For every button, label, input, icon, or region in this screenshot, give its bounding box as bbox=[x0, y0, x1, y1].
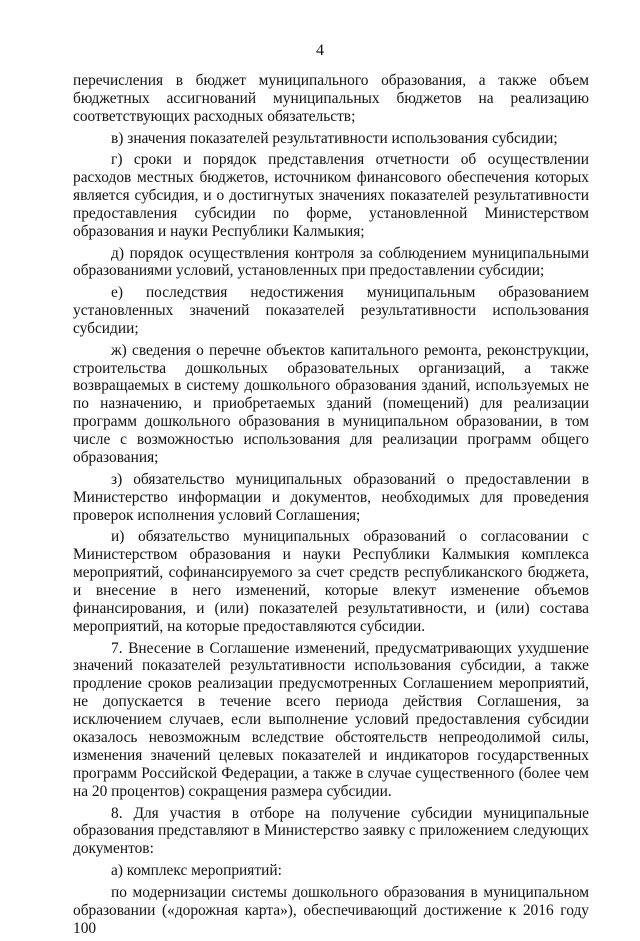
document-body bbox=[73, 72, 589, 941]
paragraph-section-7: 7. Внесение в Соглашение изменений, предусматривающих ухудшение значений показателей результативности использования субсидии, а также продление сроков реализации предусмотренных Соглашением мероприятий, не допускается в течение всего периода действия Соглашения, за исключением случаев, если выполнение условий предоставления субсидии оказалось невозможным вследствие обстоятельств непреодолимой силы, изменения значений целевых показателей и индикаторов государственных программ Российской Федерации, а также в случае существенного (более чем на 20 процентов) сокращения размера субсидии. bbox=[73, 639, 589, 800]
paragraph-item-zh: ж) сведения о перечне объектов капитального ремонта, реконструкции, строительства дошкольных образовательных организаций, а также возвращаемых в систему дошкольного образования зданий, используемых не по назначению, и приобретаемых зданий (помещений) для реализации программ дошкольного образования в муниципальном образовании, в том числе с возможностью использования для реализации программ общего образования; bbox=[73, 341, 589, 467]
paragraph-item-a: а) комплекс мероприятий: bbox=[111, 862, 282, 880]
paragraph-item-z: з) обязательство муниципальных образований о предоставлении в Министерство информации и документов, необходимых для проведения проверок исполнения условий Соглашения; bbox=[73, 470, 589, 524]
page-number: 4 bbox=[316, 42, 324, 59]
paragraph-item-v: в) значения показателей результативности использования субсидии; bbox=[111, 129, 558, 147]
paragraph-section-8: 8. Для участия в отборе на получение субсидии муниципальные образования представляют в Министерство заявку с приложением следующих документов: bbox=[73, 804, 589, 858]
paragraph-item-i: и) обязательство муниципальных образований о согласовании с Министерством образования и науки Республики Калмыкия комплекса мероприятий, софинансируемого за счет средств республиканского бюджета, и внесение в него изменений, которые влекут изменение объемов финансирования, и (или) показателей результативности, и (или) состава мероприятий, на которые предоставляются субсидии. bbox=[73, 528, 589, 635]
paragraph-item-e: е) последствия недостижения муниципальным образованием установленных значений показателей результативности использования субсидии; bbox=[73, 284, 589, 337]
paragraph-continuation: перечисления в бюджет муниципального образования, а также объем бюджетных ассигнований муниципальных бюджетов на реализацию соответствующих расходных обязательств; bbox=[73, 72, 589, 125]
paragraph-road-map: по модернизации системы дошкольного образования в муниципальном образовании («дорожная карта»), обеспечивающий достижение к 2016 году 100 bbox=[73, 883, 589, 937]
paragraph-item-d: д) порядок осуществления контроля за соблюдением муниципальными образованиями условий, установленных при предоставлении субсидии; bbox=[73, 244, 589, 280]
paragraph-item-g: г) сроки и порядок представления отчетности об осуществлении расходов местных бюджетов, источником финансового обеспечения которых является субсидия, и о достигнутых значениях показателей результативности предоставления субсидии по форме, установленной Министерством образования и науки Республики Калмыкия; bbox=[73, 151, 589, 240]
